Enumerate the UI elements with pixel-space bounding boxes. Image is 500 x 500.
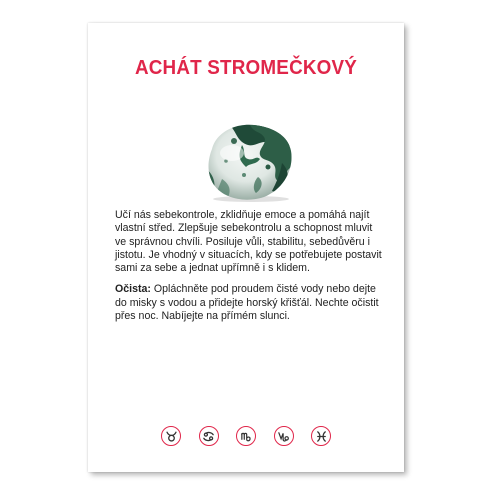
zodiac-signs: [161, 426, 331, 448]
moss-agate-stone-image: [198, 119, 298, 203]
cancer-icon: [199, 426, 219, 446]
cleaning-text: Opláchněte pod proudem čisté vody nebo dejte do misky s vodou a přidejte horský křišťál. Nechte očistit přes noc. Nabíjejte na přímém slunci.: [115, 283, 379, 323]
card-body: [115, 209, 385, 331]
virgo-icon: [236, 426, 256, 446]
taurus-icon: [161, 426, 181, 446]
card-title: ACHÁT STROMEČKOVÝ: [134, 56, 358, 79]
capricorn-icon: [274, 426, 294, 446]
crystal-card: [88, 23, 404, 472]
cleaning-label: Očista:: [115, 283, 151, 296]
cleaning-paragraph: [115, 283, 385, 323]
pisces-icon: [311, 426, 331, 446]
stone-description: Učí nás sebekontrole, zklidňuje emoce a pomáhá najít vlastní střed. Zlepšuje sebekontrolu a schopnost mluvit ve správnou chvíli. Posiluje vůli, stabilitu, sebedůvěru i jistotu. Je vhodný v situacích, kdy se potřebujete postavit sami za sebe a jednat upřímně i s klidem.: [115, 209, 382, 275]
